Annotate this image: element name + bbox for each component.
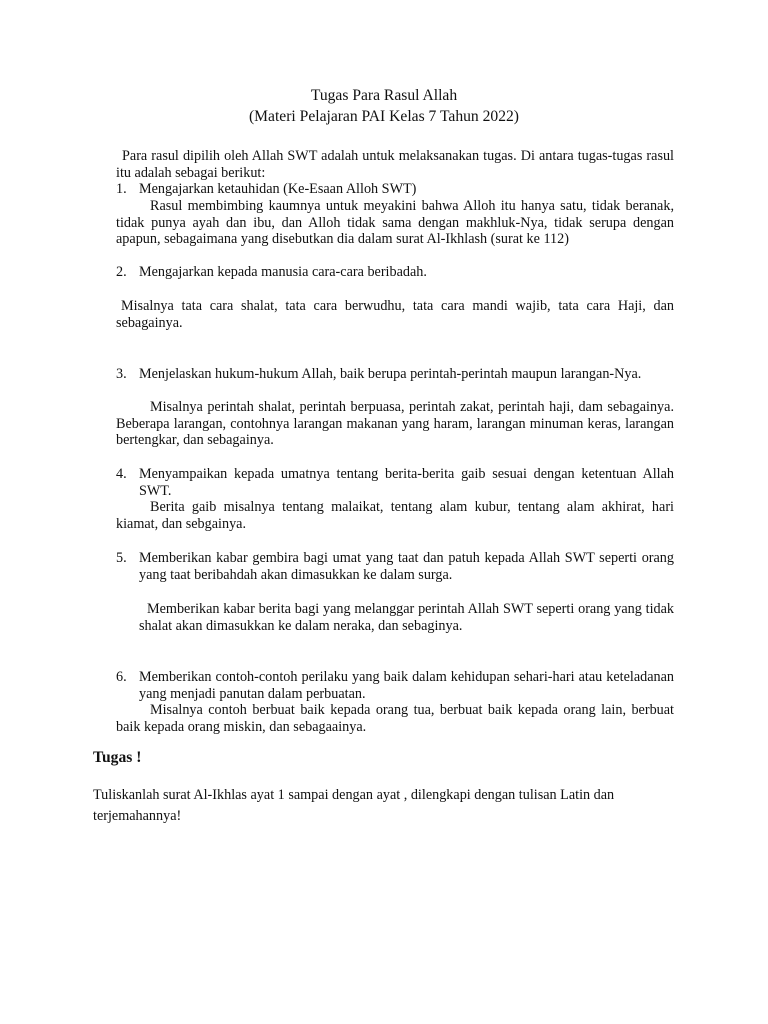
item-5-body: Memberikan kabar berita bagi yang melanggar perintah Allah SWT seperti orang yang tidak shalat akan dimasukkan ke dalam neraka, dan sebaginya. bbox=[139, 601, 674, 634]
item-5-title: Memberikan kabar gembira bagi umat yang taat dan patuh kepada Allah SWT seperti orang yang taat beribahdah akan dimasukkan ke dalam surga. bbox=[139, 550, 674, 583]
item-1-title: Mengajarkan ketauhidan (Ke-Esaan Alloh SWT) bbox=[139, 181, 417, 197]
task-instruction: Tuliskanlah surat Al-Ikhlas ayat 1 sampai dengan ayat , dilengkapi dengan tulisan Latin dan terjemahannya! bbox=[93, 787, 615, 824]
item-4-title: Menyampaikan kepada umatnya tentang berita-berita gaib sesuai dengan ketentuan Allah SWT. bbox=[139, 466, 674, 499]
item-3-title: Menjelaskan hukum-hukum Allah, baik berupa perintah-perintah maupun larangan-Nya. bbox=[139, 366, 642, 382]
item-2-title: Mengajarkan kepada manusia cara-cara beribadah. bbox=[139, 264, 427, 280]
item-3-body: Misalnya perintah shalat, perintah berpuasa, perintah zakat, perintah haji, dam sebagainya. Beberapa larangan, contohnya larangan makanan yang haram, larangan minuman keras, larangan bertengkar, dan sebagainya. bbox=[116, 399, 674, 449]
document-title: Tugas Para Rasul Allah bbox=[310, 87, 458, 104]
item-2-number: 2. bbox=[116, 264, 127, 280]
item-2-body: Misalnya tata cara shalat, tata cara berwudhu, tata cara mandi wajib, tata cara Haji, dan sebagainya. bbox=[116, 298, 674, 331]
item-3-number: 3. bbox=[116, 366, 127, 382]
item-1-body: Rasul membimbing kaumnya untuk meyakini bahwa Alloh itu hanya satu, tidak beranak, tidak punya ayah dan ibu, dan Alloh tidak sama dengan makhluk-Nya, tidak serupa dengan apapun, sebagaimana yang disebutkan dia dalam surat Al-Ikhlash (surat ke 112) bbox=[116, 198, 674, 248]
item-6-title: Memberikan contoh-contoh perilaku yang baik dalam kehidupan sehari-hari atau keteladanan yang menjadi panutan dalam perbuatan. bbox=[139, 669, 674, 702]
document-subtitle: (Materi Pelajaran PAI Kelas 7 Tahun 2022) bbox=[248, 108, 519, 125]
item-4-body: Berita gaib misalnya tentang malaikat, tentang alam kubur, tentang alam akhirat, hari kiamat, dan sebgainya. bbox=[116, 499, 674, 532]
item-4-number: 4. bbox=[116, 466, 127, 482]
task-heading: Tugas ! bbox=[93, 749, 142, 766]
item-6-number: 6. bbox=[116, 669, 127, 685]
item-1-number: 1. bbox=[116, 181, 127, 197]
intro-text: Para rasul dipilih oleh Allah SWT adalah untuk melaksanakan tugas. Di antara tugas-tugas rasul itu adalah sebagai berikut: bbox=[116, 148, 674, 181]
item-5-number: 5. bbox=[116, 550, 127, 566]
item-6-body: Misalnya contoh berbuat baik kepada orang tua, berbuat baik kepada orang lain, berbuat baik kepada orang miskin, dan sebagaainya. bbox=[116, 702, 674, 735]
intro-paragraph bbox=[116, 148, 674, 181]
